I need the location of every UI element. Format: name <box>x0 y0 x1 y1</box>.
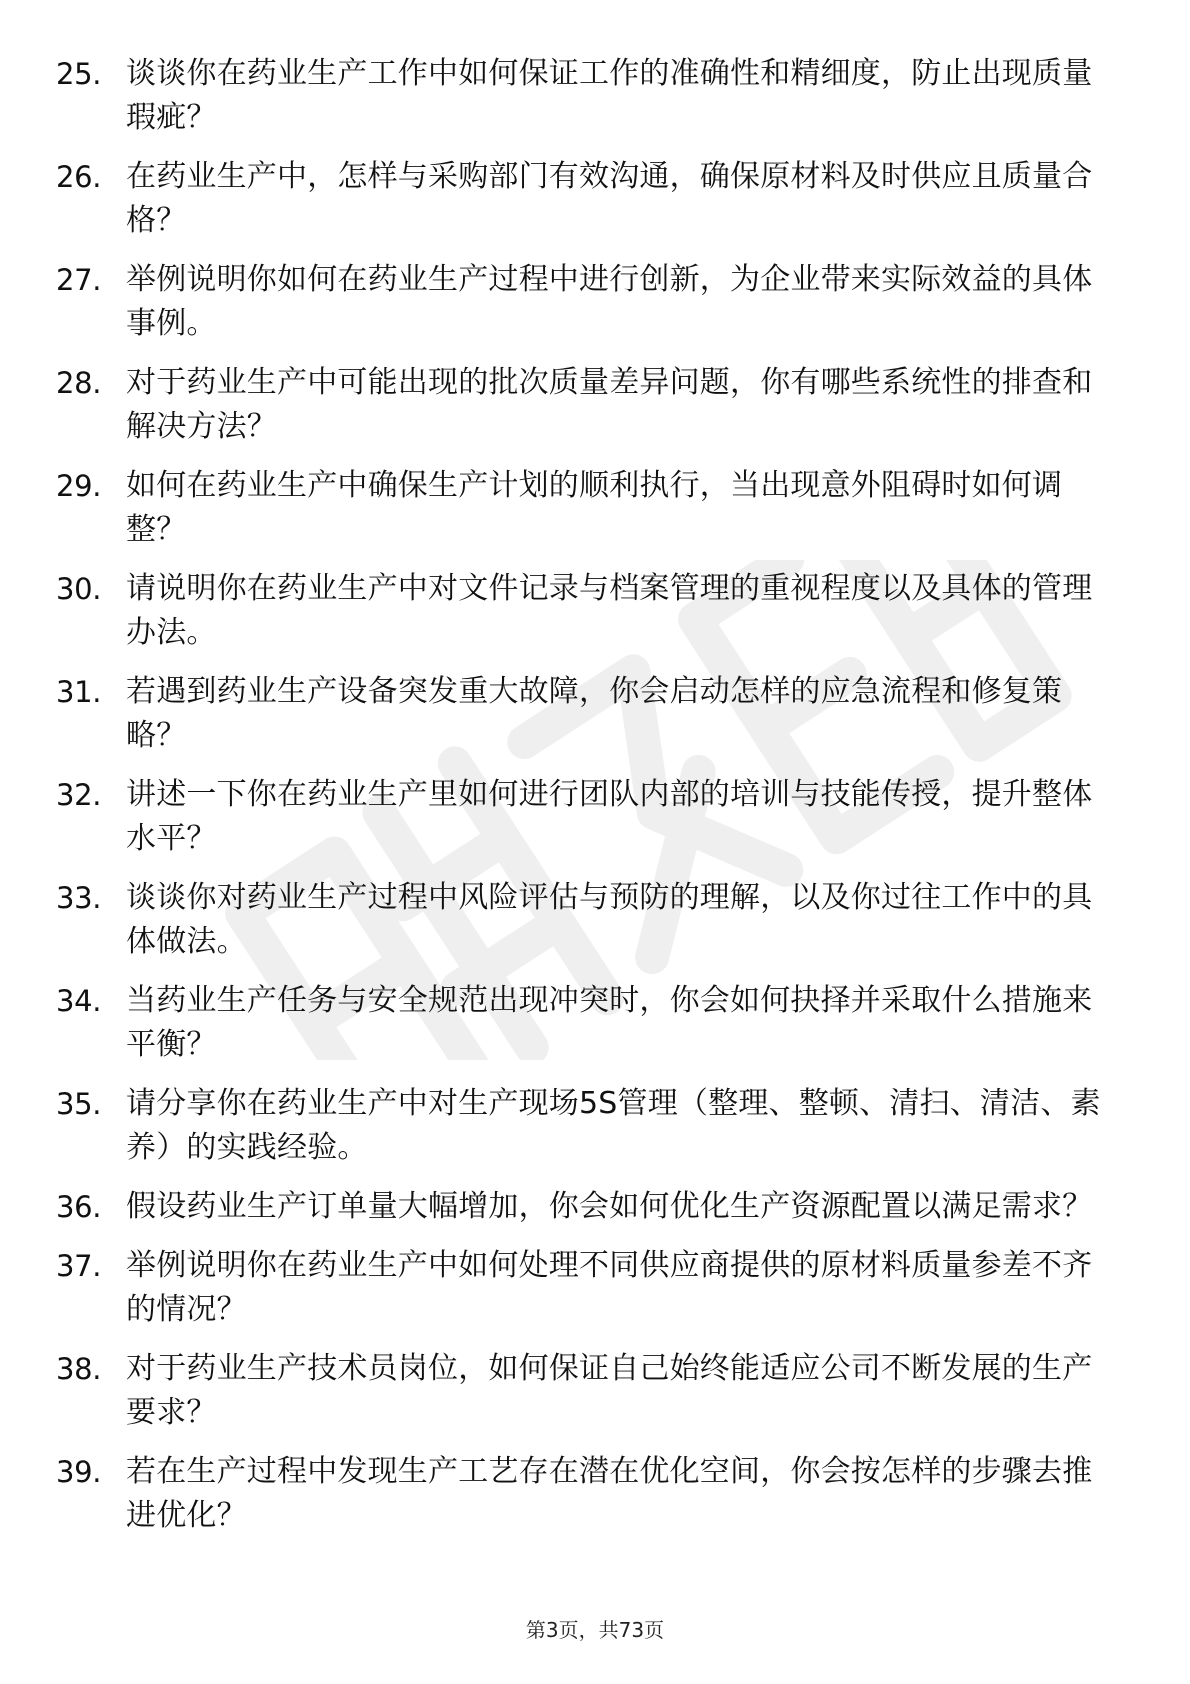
page-footer <box>0 1616 1190 1644</box>
question-number: 33. <box>56 881 102 915</box>
question-text: 谈谈你在药业生产工作中如何保证工作的准确性和精细度，防止出现质量瑕疵？ <box>126 56 1093 135</box>
question-text: 若在生产过程中发现生产工艺存在潜在优化空间，你会按怎样的步骤去推进优化？ <box>126 1454 1093 1533</box>
list-item <box>56 1450 1116 1538</box>
list-item <box>56 670 1116 758</box>
list-item <box>56 52 1116 140</box>
list-item <box>56 979 1116 1067</box>
list-item <box>56 361 1116 449</box>
question-text: 如何在药业生产中确保生产计划的顺利执行，当出现意外阻碍时如何调整？ <box>126 468 1063 547</box>
question-number: 25. <box>56 57 102 91</box>
question-text: 若遇到药业生产设备突发重大故障，你会启动怎样的应急流程和修复策略？ <box>126 674 1063 753</box>
question-text: 对于药业生产技术员岗位，如何保证自己始终能适应公司不断发展的生产要求？ <box>126 1351 1093 1430</box>
question-number: 36. <box>56 1190 102 1224</box>
list-item <box>56 876 1116 964</box>
question-number: 30. <box>56 572 102 606</box>
question-number: 37. <box>56 1249 102 1283</box>
question-text: 请说明你在药业生产中对文件记录与档案管理的重视程度以及具体的管理办法。 <box>126 571 1093 650</box>
list-item <box>56 155 1116 243</box>
question-list <box>56 52 1116 1553</box>
list-item <box>56 464 1116 552</box>
question-number: 34. <box>56 984 102 1018</box>
question-text: 谈谈你对药业生产过程中风险评估与预防的理解，以及你过往工作中的具体做法。 <box>126 880 1093 959</box>
list-item <box>56 1347 1116 1435</box>
question-number: 32. <box>56 778 102 812</box>
question-number: 26. <box>56 160 102 194</box>
list-item <box>56 567 1116 655</box>
question-number: 38. <box>56 1352 102 1386</box>
page-number-label: 第3页，共73页 <box>525 1618 665 1642</box>
question-number: 35. <box>56 1087 102 1121</box>
question-number: 29. <box>56 469 102 503</box>
question-text: 假设药业生产订单量大幅增加，你会如何优化生产资源配置以满足需求？ <box>126 1189 1093 1224</box>
question-text: 请分享你在药业生产中对生产现场5S管理（整理、整顿、清扫、清洁、素养）的实践经验。 <box>126 1086 1101 1165</box>
list-item <box>56 1185 1116 1229</box>
list-item <box>56 1082 1116 1170</box>
question-text: 对于药业生产中可能出现的批次质量差异问题，你有哪些系统性的排查和解决方法？ <box>126 365 1093 444</box>
question-number: 39. <box>56 1455 102 1489</box>
question-text: 举例说明你如何在药业生产过程中进行创新，为企业带来实际效益的具体事例。 <box>126 262 1093 341</box>
question-number: 28. <box>56 366 102 400</box>
list-item <box>56 1244 1116 1332</box>
list-item <box>56 773 1116 861</box>
question-number: 27. <box>56 263 102 297</box>
question-text: 举例说明你在药业生产中如何处理不同供应商提供的原材料质量参差不齐的情况？ <box>126 1248 1093 1327</box>
list-item <box>56 258 1116 346</box>
question-number: 31. <box>56 675 102 709</box>
question-text: 当药业生产任务与安全规范出现冲突时，你会如何抉择并采取什么措施来平衡？ <box>126 983 1093 1062</box>
question-text: 讲述一下你在药业生产里如何进行团队内部的培训与技能传授，提升整体水平？ <box>126 777 1093 856</box>
question-text: 在药业生产中，怎样与采购部门有效沟通，确保原材料及时供应且质量合格？ <box>126 159 1093 238</box>
